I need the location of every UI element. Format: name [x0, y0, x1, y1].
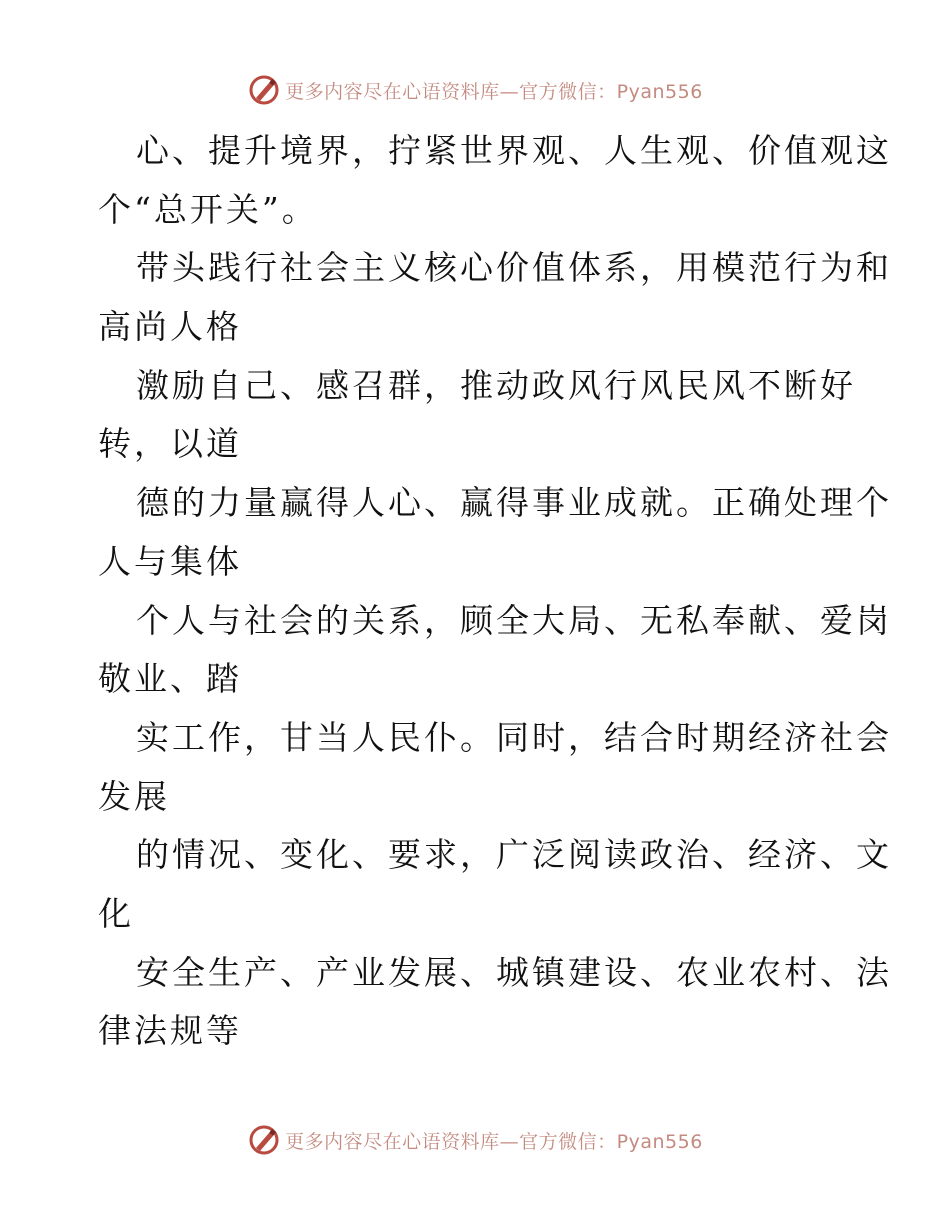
text-line: 带头践行社会主义核心价值体系，用模范行为和	[136, 248, 892, 288]
text-line: 心、提升境界，拧紧世界观、人生观、价值观这	[136, 131, 892, 170]
text-line: 人与集体	[98, 541, 242, 581]
text-line: 发展	[98, 776, 170, 816]
text-line: 的情况、变化、要求，广泛阅读政治、经济、文	[136, 835, 892, 875]
text-line: 律法规等	[98, 1011, 242, 1051]
footer-watermark-text: 更多内容尽在心语资料库—官方微信：Pyan556	[285, 1130, 703, 1153]
text-line: 实工作，甘当人民仆。同时，结合时期经济社会	[136, 717, 892, 757]
header-watermark-id: Pyan556	[616, 80, 703, 103]
pen-logo-icon	[247, 1123, 281, 1157]
pen-logo-icon	[247, 73, 281, 107]
document-body	[98, 122, 892, 1061]
text-line: 德的力量赢得人心、赢得事业成就。正确处理个	[136, 483, 892, 523]
text-line: 化	[98, 893, 134, 933]
text-line: 个人与社会的关系，顾全大局、无私奉献、爱岗	[136, 600, 892, 640]
header-watermark-text: 更多内容尽在心语资料库—官方微信：Pyan556	[285, 80, 703, 103]
text-line: 个“总开关”。	[98, 189, 318, 229]
header-watermark	[0, 70, 950, 110]
text-line: 转，以道	[98, 424, 242, 464]
text-line: 安全生产、产业发展、城镇建设、农业农村、法	[136, 952, 892, 992]
text-line: 高尚人格	[98, 307, 242, 347]
footer-watermark-id: Pyan556	[616, 1130, 703, 1153]
text-line: 敬业、踏	[98, 659, 242, 699]
text-line: 激励自己、感召群，推动政风行风民风不断好	[136, 365, 856, 405]
footer-watermark	[0, 1120, 950, 1160]
